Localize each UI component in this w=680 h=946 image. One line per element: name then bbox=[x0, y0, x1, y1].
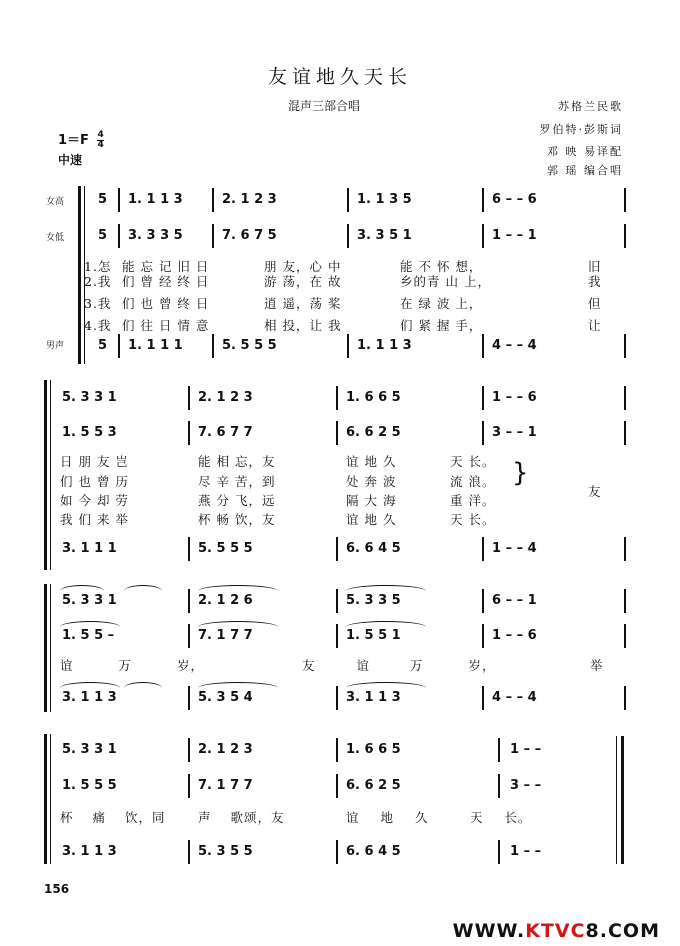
slur bbox=[346, 682, 426, 688]
notes-alto-m2: 7. 1 7 7 bbox=[198, 778, 253, 793]
voice-label-male: 男声 bbox=[46, 341, 65, 351]
final-barline bbox=[616, 736, 617, 864]
notes-soprano-m3: 5. 3 3 5 bbox=[346, 593, 401, 608]
notes-alto-m2: 7. 6 7 7 bbox=[198, 425, 253, 440]
notes-male-m3: 3. 1 1 3 bbox=[346, 690, 401, 705]
slur bbox=[124, 585, 162, 591]
notes-alto-m3: 3. 3 5 1 bbox=[357, 228, 412, 243]
notes-male-m1: 3. 1 1 3 bbox=[62, 844, 117, 859]
notes-soprano-m1: 5. 3 3 1 bbox=[62, 742, 117, 757]
notes-alto-m1: 1. 5 5 3 bbox=[62, 425, 117, 440]
notes-alto-m4: 3 – – bbox=[510, 778, 542, 793]
slur bbox=[60, 682, 120, 688]
voice-label-alto: 女低 bbox=[46, 233, 65, 243]
time-signature: $\frac{4}{4}$ bbox=[97, 130, 104, 150]
notes-alto-m3: 1. 5 5 1 bbox=[346, 628, 401, 643]
notes-alto-m1: 1. 5 5 5 bbox=[62, 778, 117, 793]
slur bbox=[60, 621, 120, 627]
slur bbox=[198, 682, 278, 688]
site-watermark: WWW.KTVC8.COM bbox=[452, 920, 660, 942]
slur bbox=[60, 585, 104, 591]
notes-soprano-m2: 2. 1 2 6 bbox=[198, 593, 253, 608]
notes-male-m2: 5. 3 5 5 bbox=[198, 844, 253, 859]
notes-male-pickup: 5 bbox=[98, 338, 108, 353]
notes-male-m1: 1. 1 1 1 bbox=[128, 338, 183, 353]
notes-soprano-m4: 6 – – 6 bbox=[492, 192, 537, 207]
system-bracket bbox=[78, 186, 81, 364]
notes-soprano-m4: 6 – – 1 bbox=[492, 593, 537, 608]
notes-soprano-m4: 1 – – 6 bbox=[492, 390, 537, 405]
notes-male-m3: 1. 1 1 3 bbox=[357, 338, 412, 353]
notes-alto-m2: 7. 1 7 7 bbox=[198, 628, 253, 643]
notes-male-m4: 1 – – 4 bbox=[492, 541, 537, 556]
notes-alto-m2: 7. 6 7 5 bbox=[222, 228, 277, 243]
notes-male-m2: 5. 5 5 5 bbox=[222, 338, 277, 353]
notes-male-m2: 5. 5 5 5 bbox=[198, 541, 253, 556]
system-bracket bbox=[44, 734, 47, 864]
notes-alto-m4: 1 – – 1 bbox=[492, 228, 537, 243]
tempo-marking: 中速 bbox=[58, 153, 83, 167]
notes-male-m1: 3. 1 1 3 bbox=[62, 690, 117, 705]
key-signature bbox=[58, 129, 104, 150]
notes-male-m4: 4 – – 4 bbox=[492, 690, 537, 705]
voice-label-soprano: 女高 bbox=[46, 197, 65, 207]
notes-soprano-m2: 2. 1 2 3 bbox=[222, 192, 277, 207]
notes-soprano-m1: 5. 3 3 1 bbox=[62, 593, 117, 608]
notes-male-m1: 3. 1 1 1 bbox=[62, 541, 117, 556]
notes-alto-m4: 3 – – 1 bbox=[492, 425, 537, 440]
slur bbox=[124, 682, 162, 688]
verse-brace: } bbox=[512, 458, 529, 488]
final-barline-thick bbox=[621, 736, 624, 864]
credit-arranger: 郭 瑶 编合唱 bbox=[547, 164, 623, 177]
notes-male-m2: 5. 3 5 4 bbox=[198, 690, 253, 705]
notes-soprano-m2: 2. 1 2 3 bbox=[198, 390, 253, 405]
notes-soprano-m1: 1. 1 1 3 bbox=[128, 192, 183, 207]
song-title: 友谊地久天长 bbox=[267, 66, 412, 88]
slur bbox=[346, 585, 426, 591]
credit-translator: 邓 映 易译配 bbox=[547, 145, 623, 158]
notes-alto-m1: 1. 5 5 – bbox=[62, 628, 115, 643]
notes-soprano-m1: 5. 3 3 1 bbox=[62, 390, 117, 405]
notes-alto-m4: 1 – – 6 bbox=[492, 628, 537, 643]
slur bbox=[198, 585, 278, 591]
notes-alto-m3: 6. 6 2 5 bbox=[346, 425, 401, 440]
notes-alto-pickup: 5 bbox=[98, 228, 108, 243]
notes-soprano-m2: 2. 1 2 3 bbox=[198, 742, 253, 757]
notes-male-m3: 6. 6 4 5 bbox=[346, 844, 401, 859]
credit-origin: 苏格兰民歌 bbox=[558, 100, 623, 113]
slur bbox=[198, 621, 278, 627]
notes-soprano-m4: 1 – – bbox=[510, 742, 542, 757]
page-number: 156 bbox=[44, 882, 70, 896]
notes-soprano-m3: 1. 6 6 5 bbox=[346, 742, 401, 757]
song-subtitle: 混声三部合唱 bbox=[288, 99, 361, 113]
notes-male-m4: 1 – – bbox=[510, 844, 542, 859]
slur bbox=[346, 621, 426, 627]
refrain-lyric: 友 bbox=[588, 484, 602, 499]
notes-soprano-pickup: 5 bbox=[98, 192, 108, 207]
system-bracket bbox=[44, 380, 47, 570]
key-label: 1＝F bbox=[58, 133, 89, 148]
notes-male-m4: 4 – – 4 bbox=[492, 338, 537, 353]
notes-male-m3: 6. 6 4 5 bbox=[346, 541, 401, 556]
system-bracket bbox=[44, 584, 47, 712]
credit-lyricist: 罗伯特·彭斯词 bbox=[539, 123, 623, 136]
notes-soprano-m3: 1. 1 3 5 bbox=[357, 192, 412, 207]
notes-soprano-m3: 1. 6 6 5 bbox=[346, 390, 401, 405]
notes-alto-m3: 6. 6 2 5 bbox=[346, 778, 401, 793]
notes-alto-m1: 3. 3 3 5 bbox=[128, 228, 183, 243]
